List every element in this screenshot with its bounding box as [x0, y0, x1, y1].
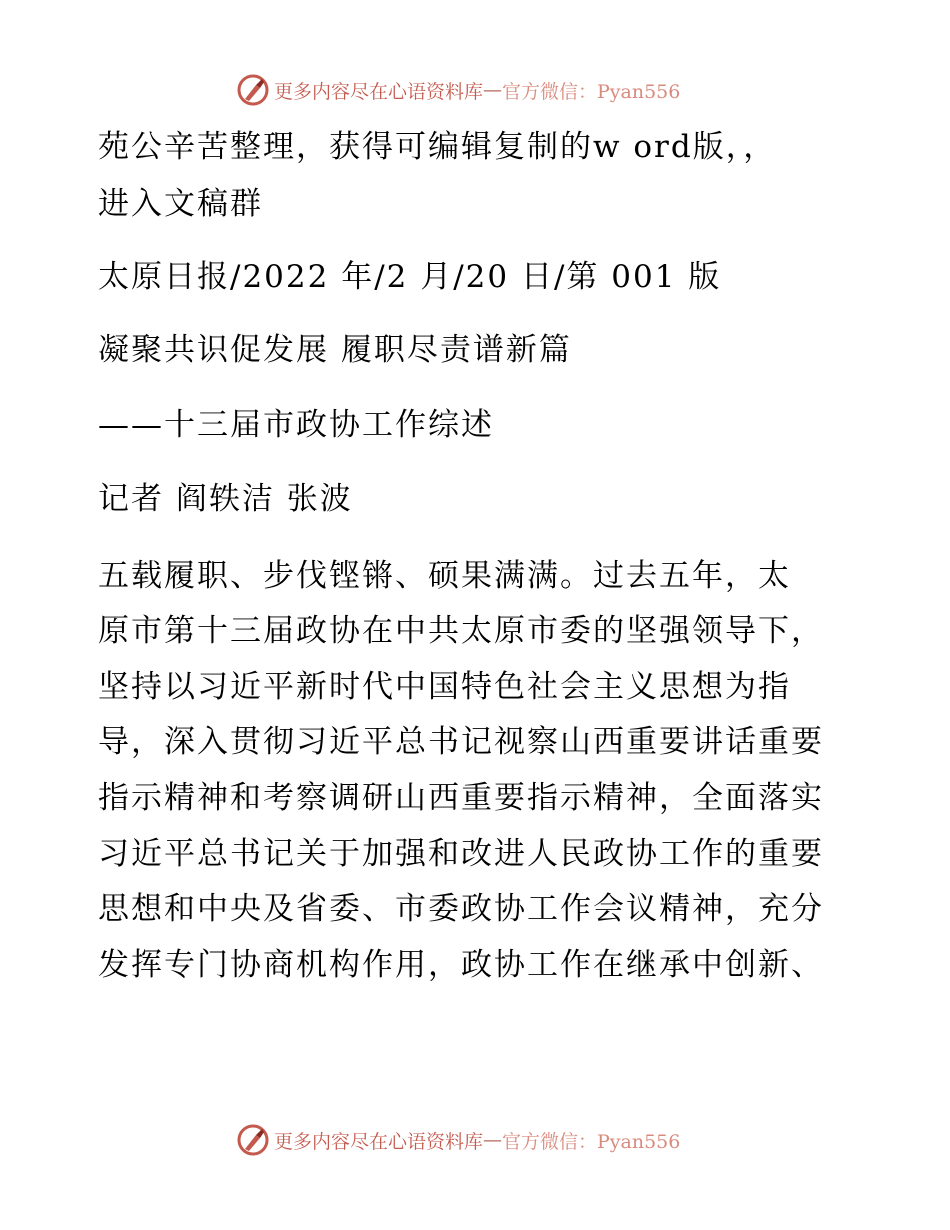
watermark-text: 更多内容尽在心语资料库 — [274, 80, 484, 103]
line-intro-1: 苑公辛苦整理，获得可编辑复制的w ord版，， — [98, 129, 777, 165]
paragraph-line: 思想和中央及省委、市委政协工作会议精神，充分 — [98, 891, 824, 927]
line-intro-2: 进入文稿群 — [98, 186, 263, 222]
byline: 记者 阎轶洁 张波 — [98, 481, 353, 517]
paragraph-line: 习近平总书记关于加强和改进人民政协工作的重要 — [98, 836, 824, 872]
footer-watermark — [236, 1122, 716, 1158]
paragraph-line: 导，深入贯彻习近平总书记视察山西重要讲话重要 — [98, 724, 824, 760]
paragraph-line: 发挥专门协商机构作用，政协工作在继承中创新、 — [98, 947, 824, 983]
paragraph-line: 原市第十三届政协在中共太原市委的坚强领导下， — [98, 613, 824, 649]
paragraph-line: 坚持以习近平新时代中国特色社会主义思想为指 — [98, 669, 791, 705]
header-watermark — [236, 72, 716, 108]
paragraph-line: 指示精神和考察调研山西重要指示精神，全面落实 — [98, 780, 824, 816]
watermark-separator: — — [483, 79, 503, 101]
article-title: 凝聚共识促发展 履职尽责谱新篇 — [98, 332, 572, 368]
pen-nib-logo-icon — [236, 73, 270, 107]
watermark-wechat: 官方微信：Pyan556 — [502, 80, 681, 103]
watermark-text: 更多内容尽在心语资料库 — [274, 1130, 484, 1153]
article-subtitle: ——十三届市政协工作综述 — [98, 407, 494, 443]
pen-nib-logo-icon — [236, 1123, 270, 1157]
watermark-separator: — — [483, 1129, 503, 1151]
publication-line: 太原日报/2022 年/2 月/20 日/第 001 版 — [98, 259, 722, 295]
paragraph-line: 五载履职、步伐铿锵、硕果满满。过去五年，太 — [98, 558, 791, 594]
watermark-wechat: 官方微信：Pyan556 — [502, 1130, 681, 1153]
